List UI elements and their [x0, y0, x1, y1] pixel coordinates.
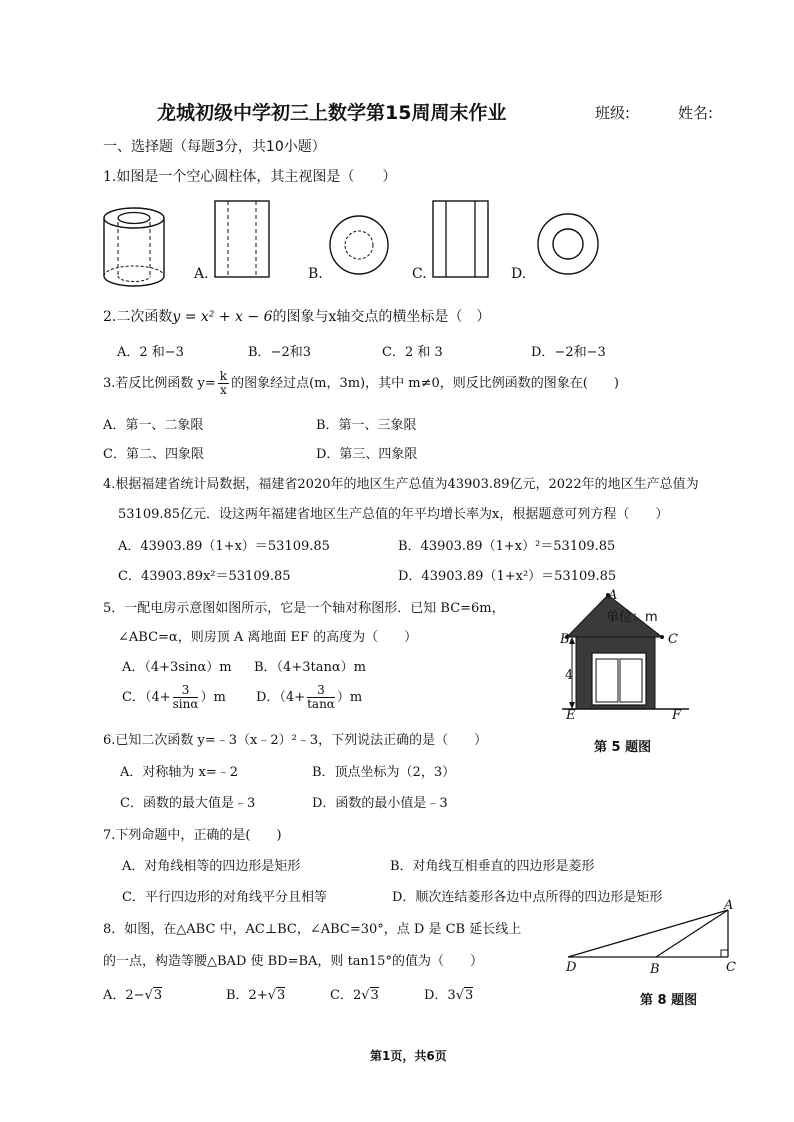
q3-option-d: D．第三、四象限: [316, 447, 418, 462]
q5-option-a: A．（4+3sinα）m: [122, 660, 232, 675]
q5-unit-label: 单位：m: [606, 610, 658, 625]
q4-option-c: C．43903.89x²＝53109.85: [118, 569, 291, 584]
q3-fraction-denominator: x: [220, 383, 227, 397]
q8-figure-caption: 第 8 题图: [640, 993, 698, 1008]
q8-option-a-text: A．2−: [103, 988, 145, 1003]
hollow-cylinder-figure: [100, 200, 172, 290]
q3-stem-post: 的图象经过点(m，3m)，其中 m≠0，则反比例函数的图象在( ): [231, 376, 619, 391]
q1-option-c-figure: [432, 200, 490, 280]
q8-option-d: D．3√3: [424, 988, 474, 1003]
q1-option-d-label: D.: [511, 266, 527, 282]
question-4-line1: 4.根据福建省统计局数据，福建省2020年的地区生产总值为43903.89亿元，2022年的地区生产总值为: [103, 477, 699, 492]
question-5-line1: 5．一配电房示意图如图所示，它是一个轴对称图形．已知 BC=6m，: [103, 601, 505, 616]
q5-point-b: B: [560, 632, 570, 647]
q5-option-c-post: ）m: [200, 690, 226, 705]
q3-option-c: C．第二、四象限: [103, 447, 204, 462]
q8-point-c: C: [726, 960, 736, 975]
name-label: 姓名:: [678, 104, 714, 122]
q5-option-d-numerator: 3: [307, 684, 335, 698]
q6-option-c: C．函数的最大值是﹣3: [120, 796, 256, 811]
question-4-line2: 53109.85亿元．设这两年福建省地区生产总值的年平均增长率为x，根据题意可列方程（ ）: [118, 507, 669, 522]
q2-option-a: A．2 和−3: [117, 345, 184, 360]
q1-option-b-label: B.: [308, 266, 323, 282]
q5-option-d-post: ）m: [336, 690, 363, 705]
q7-option-d: D．顺次连结菱形各边中点所得的四边形是矩形: [392, 890, 663, 905]
q2-option-c: C．2 和 3: [382, 345, 443, 360]
q5-option-d-denominator: tanα: [307, 697, 335, 711]
q1-option-a-figure: [214, 200, 270, 280]
question-5-line2: ∠ABC=α，则房顶 A 离地面 EF 的高度为（ ）: [118, 630, 418, 645]
q3-fraction: [218, 370, 229, 397]
q5-option-c-numerator: 3: [173, 684, 199, 698]
q5-point-f: F: [672, 708, 682, 723]
q8-option-c-text: C．2: [330, 988, 362, 1003]
q5-option-c: [122, 684, 226, 711]
q2-stem-post: 的图象与x轴交点的横坐标是（ ）: [272, 309, 491, 325]
q4-option-a: A．43903.89（1+x）＝53109.85: [118, 539, 330, 554]
q1-option-c-label: C.: [412, 266, 427, 282]
q5-option-b: B．（4+3tanα）m: [254, 660, 366, 675]
q2-option-b: B．−2和3: [248, 345, 311, 360]
question-3-stem: [103, 370, 619, 397]
q1-option-a-label: A.: [194, 266, 209, 282]
q4-option-d: D．43903.89（1+x²）＝53109.85: [398, 569, 617, 584]
q5-height-label: 4: [565, 668, 574, 683]
q5-point-a: A: [608, 588, 618, 603]
q5-option-c-denominator: sinα: [172, 697, 199, 711]
q3-option-a: A．第一、二象限: [103, 418, 204, 433]
q8-point-d: D: [566, 960, 577, 975]
section-heading: 一、选择题（每题3分，共10小题）: [103, 139, 326, 155]
question-1-stem: 1.如图是一个空心圆柱体，其主视图是（ ）: [103, 169, 397, 185]
q6-option-b: B．顶点坐标为（2，3）: [312, 765, 456, 780]
q5-option-d-fraction: [307, 684, 335, 711]
class-label: 班级:: [595, 104, 631, 122]
q1-option-b-figure: [328, 214, 390, 276]
q8-point-b: B: [650, 962, 660, 977]
q8-option-b-text: B．2+: [226, 988, 268, 1003]
page-number: 第1页，共6页: [370, 1049, 447, 1063]
q7-option-a: A．对角线相等的四边形是矩形: [122, 859, 301, 874]
q8-triangle-figure: [560, 905, 750, 965]
q5-option-c-pre: C．（4+: [122, 690, 171, 705]
q8-option-c: C．2√3: [330, 988, 379, 1003]
page-title: 龙城初级中学初三上数学第15周周末作业: [157, 102, 507, 124]
q5-point-e: E: [566, 708, 576, 723]
q5-figure-caption: 第 5 题图: [594, 740, 652, 755]
q2-option-d: D．−2和−3: [531, 345, 606, 360]
q4-option-b: B．43903.89（1+x）²＝53109.85: [398, 539, 616, 554]
q8-option-c-radicand: 3: [370, 988, 379, 1003]
q2-stem-pre: 2.二次函数: [103, 309, 173, 325]
q7-option-c: C．平行四边形的对角线平分且相等: [122, 890, 327, 905]
q7-option-b: B．对角线互相垂直的四边形是菱形: [390, 859, 595, 874]
q6-option-d: D．函数的最小值是﹣3: [312, 796, 448, 811]
question-2-stem: [103, 306, 490, 326]
q8-option-d-radicand: 3: [465, 988, 474, 1003]
q3-fraction-numerator: k: [219, 369, 228, 383]
q5-option-d: [256, 684, 362, 711]
q5-point-c: C: [668, 632, 678, 647]
question-8-line1: 8．如图，在△ABC 中，AC⊥BC，∠ABC=30°，点 D 是 CB 延长线上: [103, 922, 522, 937]
q8-option-a: A．2−√3: [103, 988, 163, 1003]
q8-option-b-radicand: 3: [277, 988, 286, 1003]
q3-stem-pre: 3.若反比例函数 y=: [103, 376, 216, 391]
q8-option-a-radicand: 3: [153, 988, 163, 1003]
q8-option-d-text: D．3: [424, 988, 456, 1003]
question-6-stem: 6.已知二次函数 y=﹣3（x﹣2）²﹣3，下列说法正确的是（ ）: [103, 733, 488, 748]
q1-option-d-figure: [536, 212, 600, 276]
q5-option-c-fraction: [173, 684, 199, 711]
q6-option-a: A．对称轴为 x=﹣2: [120, 765, 239, 780]
question-8-line2: 的一点，构造等腰△BAD 使 BD=BA，则 tan15°的值为（ ）: [103, 954, 483, 969]
q3-option-b: B．第一、三象限: [316, 418, 417, 433]
q5-option-d-pre: D．（4+: [256, 690, 306, 705]
q2-formula: y = x² + x − 6: [172, 309, 273, 325]
question-7-stem: 7.下列命题中，正确的是( ): [103, 828, 282, 843]
q8-option-b: B．2+√3: [226, 988, 286, 1003]
q8-point-a: A: [724, 898, 734, 913]
